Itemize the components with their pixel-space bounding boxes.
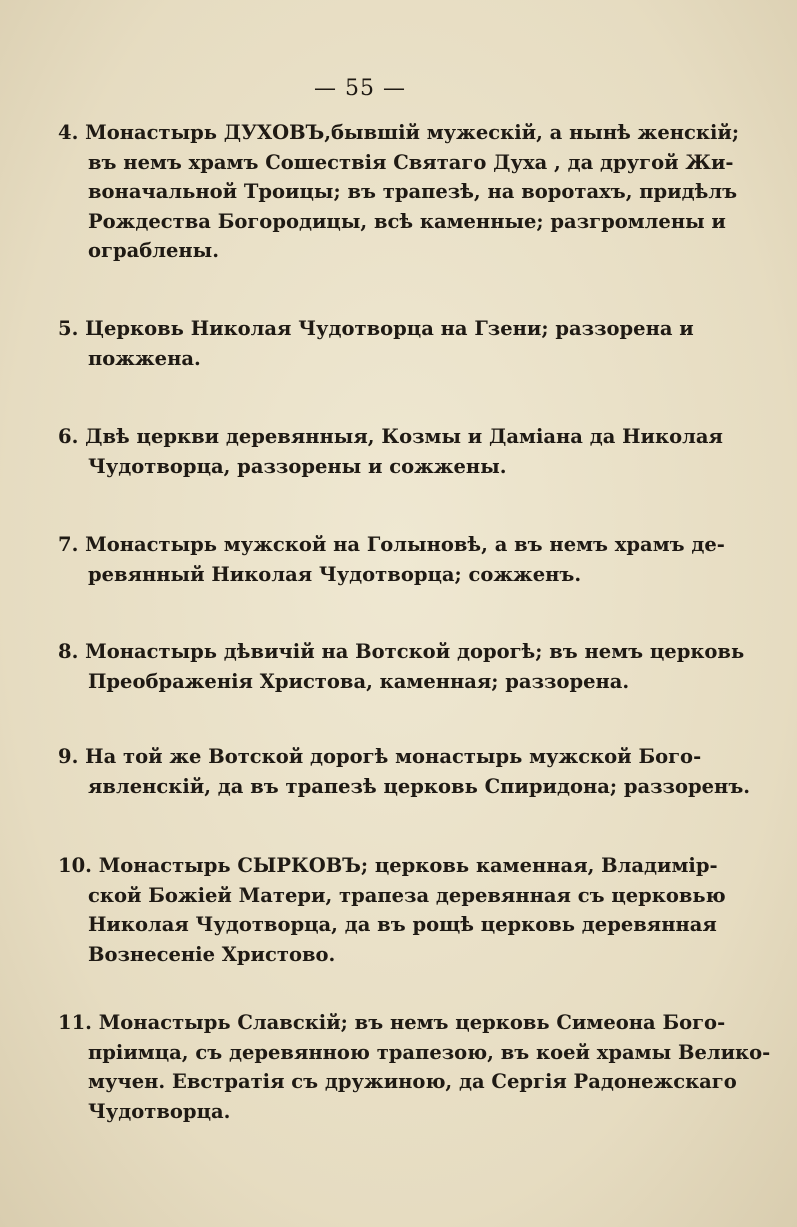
entry-line: ограблены. (88, 239, 219, 262)
entry-line: явленскій, да въ трапезѣ церковь Спиридона; раззоренъ. (88, 774, 751, 798)
entry-line: 8. Монастырь дѣвичій на Вотской дорогѣ; въ немъ церковь (58, 640, 745, 663)
entry-4 (58, 118, 740, 266)
entry-8 (58, 637, 745, 696)
page-number: — 55 — (314, 76, 406, 101)
entry-line: 7. Монастырь мужской на Голыновѣ, а въ немъ храмъ де- (58, 533, 725, 556)
entry-line: 11. Монастырь Славскій; въ немъ церковь Симеона Бого- (58, 1011, 726, 1034)
entry-line: ской Божіей Матери, трапеза деревянная съ церковью (88, 883, 726, 907)
entry-line: Преображенія Христова, каменная; раззорена. (88, 669, 630, 693)
entry-line: 6. Двѣ церкви деревянныя, Козмы и Даміана да Николая (58, 425, 723, 448)
entry-line: Чудотворца. (88, 1099, 231, 1123)
entry-line: мучен. Евстратія съ дружиною, да Сергія Радонежскаго (88, 1070, 737, 1093)
entry-9 (58, 742, 751, 801)
entry-line: 9. На той же Вотской дорогѣ монастырь мужской Бого- (58, 745, 702, 768)
entry-line: ревянный Николая Чудотворца; сожженъ. (88, 562, 582, 586)
entry-line: пожжена. (88, 346, 201, 370)
entry-6 (58, 422, 723, 481)
entry-line: Чудотворца, раззорены и сожжены. (88, 454, 507, 478)
entry-11 (58, 1008, 771, 1126)
entry-line: 5. Церковь Николая Чудотворца на Гзени; раззорена и (58, 317, 694, 340)
entry-line: Вознесеніе Христово. (88, 942, 336, 966)
entry-line: пріимца, съ деревянною трапезою, въ коей храмы Велико- (88, 1040, 771, 1064)
entry-line: Рождества Богородицы, всѣ каменные; разгромлены и (88, 209, 726, 233)
entry-line: въ немъ храмъ Сошествія Святаго Духа , да другой Жи- (88, 150, 734, 174)
entry-5 (58, 314, 694, 373)
entry-line: Николая Чудотворца, да въ рощѣ церковь деревянная (88, 913, 717, 936)
entry-10 (58, 851, 726, 969)
entry-line: 10. Монастырь СЫРКОВЪ; церковь каменная, Владимір- (58, 854, 718, 877)
entry-line: 4. Монастырь ДУХОВЪ,бывшій мужескій, а нынѣ женскій; (58, 121, 740, 144)
entry-line: воначальной Троицы; въ трапезѣ, на воротахъ, придѣлъ (88, 180, 738, 203)
entry-7 (58, 530, 725, 589)
